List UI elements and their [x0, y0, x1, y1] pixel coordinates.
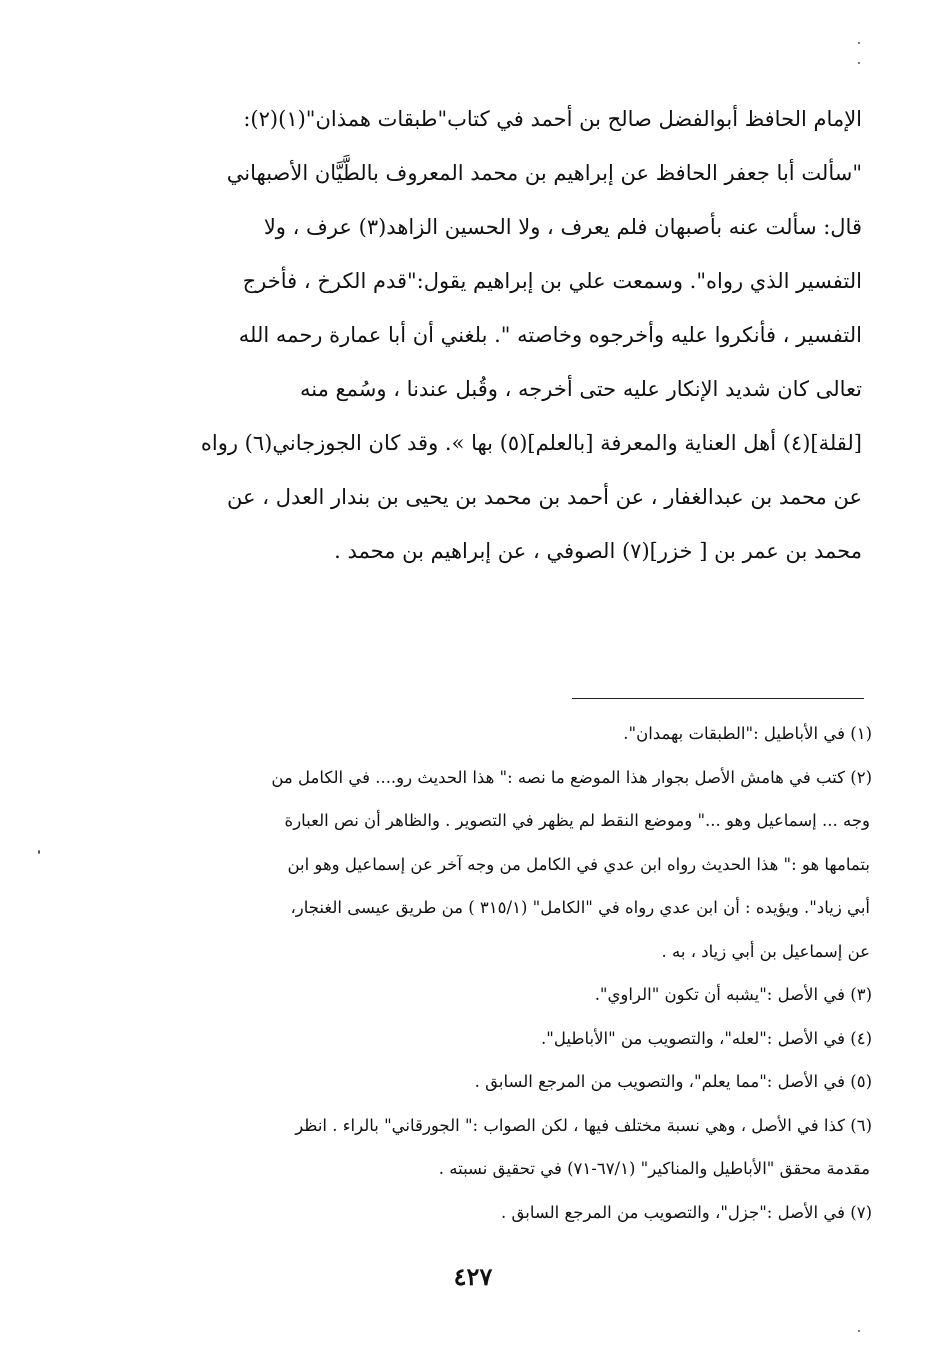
footnote-2-continuation: أبي زياد". ويؤيده : أن ابن عدي رواه في "الكامل" (٣١٥/١ ) من طريق عيسى الغنجار،	[290, 898, 870, 917]
main-text-line: محمد بن عمر بن [ خزر](٧) الصوفي ، عن إبراهيم بن محمد .	[334, 539, 862, 563]
main-text-line: عن محمد بن عبدالغفار ، عن أحمد بن محمد بن يحيى بن بندار العدل ، عن	[227, 485, 862, 509]
footnote-6-continuation: مقدمة محقق "الأباطيل والمناكير" (٦٧/١-٧١) في تحقيق نسبته .	[438, 1159, 870, 1178]
footnotes-block	[140, 712, 872, 1234]
scan-speck	[38, 850, 40, 854]
footnote-divider	[572, 698, 864, 699]
main-text-line: التفسير الذي رواه". وسمعت علي بن إبراهيم يقول:"قدم الكرخ ، فأخرج	[242, 269, 862, 293]
main-text-line: الإمام الحافظ أبوالفضل صالح بن أحمد في كتاب"طبقات همذان"(١)(٢):	[243, 107, 862, 131]
main-text-line: [لقلة](٤) أهل العناية والمعرفة [بالعلم](٥) بها ». وقد كان الجوزجاني(٦) رواه	[200, 431, 862, 455]
page-number: ٤٢٧	[453, 1262, 493, 1291]
main-text-block	[150, 92, 862, 578]
main-text-line: "سألت أبا جعفر الحافظ عن إبراهيم بن محمد المعروف بالطَّيَّان الأصبهاني	[226, 161, 862, 185]
footnote-4: (٤) في الأصل :"لعله"، والتصويب من "الأباطيل".	[541, 1028, 872, 1048]
scan-speck	[858, 1330, 860, 1332]
footnote-7: (٧) في الأصل :"جزل"، والتصويب من المرجع السابق .	[501, 1202, 872, 1222]
footnote-2-continuation: عن إسماعيل بن أبي زياد ، به .	[661, 941, 870, 961]
footnote-5: (٥) في الأصل :"مما يعلم"، والتصويب من المرجع السابق .	[474, 1072, 872, 1091]
footnote-2-continuation: بتمامها هو :" هذا الحديث رواه ابن عدي في الكامل من وجه آخر عن إسماعيل وهو ابن	[287, 854, 870, 874]
main-text-line: تعالى كان شديد الإنكار عليه حتى أخرجه ، وقُبل عندنا ، وسُمع منه	[299, 377, 862, 401]
footnote-6: (٦) كذا في الأصل ، وهي نسبة مختلف فيها ، لكن الصواب :" الجورقاني" بالراء . انظر	[295, 1115, 872, 1135]
footnote-1: (١) في الأباطيل :"الطبقات بهمدان".	[623, 724, 872, 743]
footnote-2-continuation: وجه ... إسماعيل وهو ..." وموضع النقط لم يظهر في التصوير . والظاهر أن نص العبارة	[284, 811, 870, 830]
footnote-3: (٣) في الأصل :"يشبه أن تكون "الراوي".	[594, 985, 872, 1004]
scan-speck	[858, 62, 860, 64]
main-text-line: قال: سألت عنه بأصبهان فلم يعرف ، ولا الحسين الزاهد(٣) عرف ، ولا	[263, 215, 862, 239]
main-text-line: التفسير ، فأنكروا عليه وأخرجوه وخاصته ". بلغني أن أبا عمارة رحمه الله	[238, 323, 862, 347]
footnote-2: (٢) كتب في هامش الأصل بجوار هذا الموضع ما نصه :" هذا الحديث رو.... في الكامل من	[271, 767, 872, 787]
scan-speck	[858, 42, 860, 44]
